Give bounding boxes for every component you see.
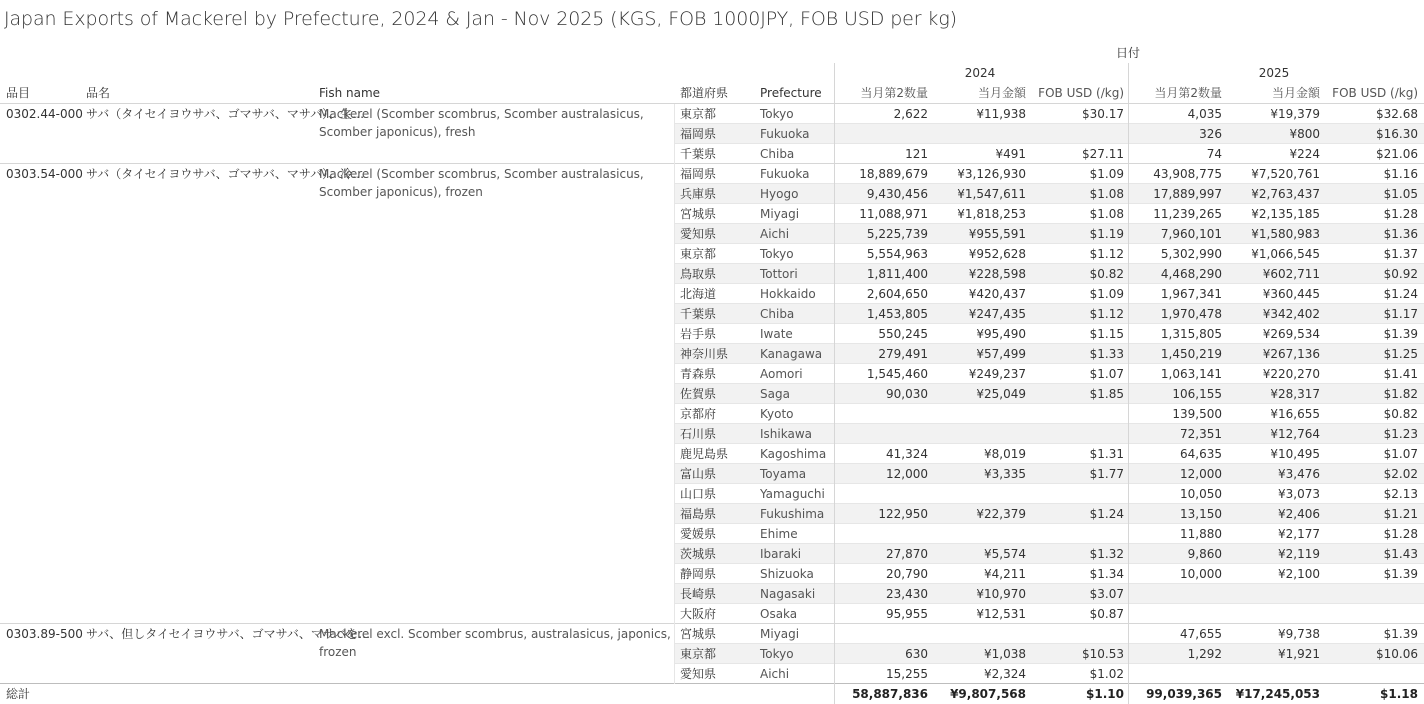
prefecture-cell: Aichi	[760, 667, 790, 681]
a24-cell: ¥22,379	[976, 507, 1026, 521]
f25-cell: $0.82	[1383, 407, 1418, 421]
a24-cell: ¥3,335	[984, 467, 1026, 481]
group-code: 0303.89-500	[6, 627, 83, 641]
f24-cell: $1.02	[1089, 667, 1124, 681]
q24-cell: 9,430,456	[866, 187, 928, 201]
todofuken-cell: 鹿児島県	[680, 447, 729, 461]
a24-cell: ¥95,490	[976, 327, 1026, 341]
group-name: サバ（タイセイヨウサバ、ゴマサバ、マサバ）、冷…	[86, 167, 365, 181]
q25-cell: 139,500	[1172, 407, 1222, 421]
f25-cell: $1.16	[1383, 167, 1418, 181]
q24-cell: 630	[905, 647, 928, 661]
todofuken-cell: 長崎県	[680, 587, 717, 601]
a24-cell: ¥228,598	[968, 267, 1026, 281]
header-prefecture: Prefecture	[760, 86, 822, 100]
todofuken-cell: 福岡県	[680, 167, 717, 181]
a25-cell: ¥360,445	[1262, 287, 1320, 301]
f24-cell: $1.08	[1089, 187, 1124, 201]
todofuken-cell: 東京都	[680, 647, 717, 661]
q25-cell: 4,035	[1187, 107, 1222, 121]
q25-cell: 17,889,997	[1153, 187, 1222, 201]
todofuken-cell: 福島県	[680, 507, 717, 521]
todofuken-cell: 北海道	[680, 287, 717, 301]
f25-cell: $1.07	[1383, 447, 1418, 461]
group-fish-name: Mackerel (Scomber scombrus, Scomber australasicus, Scomber japonicus), fresh	[319, 107, 644, 139]
f25-cell	[1308, 584, 1418, 604]
header-hinmoku: 品目	[6, 86, 31, 100]
a25-cell: ¥220,270	[1262, 367, 1320, 381]
q24-cell: 122,950	[878, 507, 928, 521]
header-todofuken: 都道府県	[680, 86, 729, 100]
q25-cell: 1,450,219	[1160, 347, 1222, 361]
f25-cell: $1.39	[1383, 627, 1418, 641]
a25-cell: ¥2,100	[1278, 567, 1320, 581]
q25-cell: 1,315,805	[1160, 327, 1222, 341]
f24-cell: $1.24	[1089, 507, 1124, 521]
total-a25: ¥17,245,053	[1235, 687, 1320, 701]
todofuken-cell: 宮城県	[680, 207, 717, 221]
prefecture-cell: Kyoto	[760, 407, 794, 421]
total-a24: ¥9,807,568	[950, 687, 1026, 701]
a24-cell	[916, 624, 1026, 644]
total-f24: $1.10	[1086, 687, 1124, 701]
header-hinmei: 品名	[86, 86, 111, 100]
todofuken-cell: 大阪府	[680, 607, 717, 621]
todofuken-cell: 静岡県	[680, 567, 717, 581]
a24-cell: ¥249,237	[968, 367, 1026, 381]
q24-cell: 2,604,650	[866, 287, 928, 301]
f25-cell: $21.06	[1376, 147, 1418, 161]
f24-cell: $10.53	[1082, 647, 1124, 661]
f25-cell: $1.25	[1383, 347, 1418, 361]
q25-cell: 74	[1206, 147, 1222, 161]
prefecture-cell: Iwate	[760, 327, 793, 341]
f24-cell: $1.34	[1089, 567, 1124, 581]
todofuken-cell: 佐賀県	[680, 387, 717, 401]
a25-cell: ¥1,921	[1278, 647, 1320, 661]
a25-cell: ¥1,580,983	[1251, 227, 1320, 241]
q25-cell: 1,292	[1187, 647, 1222, 661]
prefecture-cell: Miyagi	[760, 207, 800, 221]
q24-cell: 1,453,805	[866, 307, 928, 321]
group-divider	[0, 623, 1424, 624]
f24-cell: $1.32	[1089, 547, 1124, 561]
f25-cell: $0.92	[1383, 267, 1418, 281]
f24-cell: $1.31	[1089, 447, 1124, 461]
f25-cell: $1.82	[1383, 387, 1418, 401]
prefecture-cell: Osaka	[760, 607, 798, 621]
q24-cell: 1,545,460	[866, 367, 928, 381]
prefecture-cell: Toyama	[760, 467, 807, 481]
a25-cell: ¥2,119	[1278, 547, 1320, 561]
header-divider	[0, 103, 1424, 104]
a24-cell: ¥3,126,930	[957, 167, 1026, 181]
q25-cell: 9,860	[1187, 547, 1222, 561]
total-label: 総計	[6, 687, 31, 701]
f25-cell: $1.17	[1383, 307, 1418, 321]
header-fish-name: Fish name	[319, 86, 381, 100]
total-f25: $1.18	[1380, 687, 1418, 701]
a24-cell: ¥1,038	[984, 647, 1026, 661]
a25-cell: ¥12,764	[1270, 427, 1320, 441]
q24-cell: 1,811,400	[866, 267, 928, 281]
todofuken-cell: 愛知県	[680, 667, 717, 681]
f25-cell: $1.23	[1383, 427, 1418, 441]
q25-cell: 43,908,775	[1153, 167, 1222, 181]
a24-cell: ¥491	[995, 147, 1026, 161]
f24-cell: $3.07	[1089, 587, 1124, 601]
f24-cell	[1014, 124, 1124, 144]
todofuken-cell: 兵庫県	[680, 187, 717, 201]
f25-cell: $32.68	[1376, 107, 1418, 121]
f25-cell: $1.24	[1383, 287, 1418, 301]
todofuken-cell: 山口県	[680, 487, 717, 501]
q24-cell: 12,000	[886, 467, 928, 481]
prefecture-cell: Saga	[760, 387, 790, 401]
f24-cell: $30.17	[1082, 107, 1124, 121]
todofuken-cell: 茨城県	[680, 547, 717, 561]
todofuken-cell: 青森県	[680, 367, 717, 381]
q25-cell: 1,970,478	[1160, 307, 1222, 321]
f25-cell: $1.41	[1383, 367, 1418, 381]
todofuken-cell: 石川県	[680, 427, 717, 441]
prefecture-cell: Aichi	[760, 227, 790, 241]
f24-cell	[1014, 524, 1124, 544]
a25-cell: ¥19,379	[1270, 107, 1320, 121]
prefecture-cell: Ishikawa	[760, 427, 812, 441]
a24-cell: ¥11,938	[976, 107, 1026, 121]
header-year-2025: 2025	[1258, 66, 1290, 80]
q24-cell: 90,030	[886, 387, 928, 401]
a24-cell	[916, 124, 1026, 144]
a24-cell: ¥1,818,253	[957, 207, 1026, 221]
group-name: サバ、但しタイセイヨウサバ、ゴマサバ、マサバを…	[86, 627, 371, 641]
header-f25: FOB USD (/kg)	[1332, 86, 1418, 100]
q25-cell: 7,960,101	[1160, 227, 1222, 241]
f24-cell: $0.82	[1089, 267, 1124, 281]
prefecture-cell: Tokyo	[760, 647, 794, 661]
f25-cell: $1.36	[1383, 227, 1418, 241]
prefecture-cell: Tottori	[760, 267, 798, 281]
a24-cell: ¥25,049	[976, 387, 1026, 401]
a24-cell: ¥955,591	[968, 227, 1026, 241]
q25-cell: 47,655	[1180, 627, 1222, 641]
f25-cell: $1.39	[1383, 567, 1418, 581]
a24-cell: ¥8,019	[984, 447, 1026, 461]
total-q25: 99,039,365	[1146, 687, 1222, 701]
f25-cell: $1.28	[1383, 207, 1418, 221]
q25-cell: 13,150	[1180, 507, 1222, 521]
prefecture-cell: Chiba	[760, 147, 795, 161]
q24-cell: 18,889,679	[859, 167, 928, 181]
q25-cell: 10,050	[1180, 487, 1222, 501]
q25-cell: 11,880	[1180, 527, 1222, 541]
a25-cell	[1210, 664, 1320, 684]
q25-cell: 5,302,990	[1160, 247, 1222, 261]
q24-cell: 121	[905, 147, 928, 161]
f24-cell	[1014, 424, 1124, 444]
f24-cell: $1.19	[1089, 227, 1124, 241]
f24-cell: $1.12	[1089, 247, 1124, 261]
f25-cell: $1.05	[1383, 187, 1418, 201]
f25-cell: $10.06	[1376, 647, 1418, 661]
f24-cell	[1014, 404, 1124, 424]
todofuken-cell: 東京都	[680, 107, 717, 121]
prefecture-cell: Kanagawa	[760, 347, 823, 361]
a24-cell: ¥2,324	[984, 667, 1026, 681]
todofuken-cell: 京都府	[680, 407, 717, 421]
f25-cell: $1.28	[1383, 527, 1418, 541]
q25-cell: 326	[1199, 127, 1222, 141]
prefecture-cell: Yamaguchi	[760, 487, 825, 501]
a25-cell: ¥28,317	[1270, 387, 1320, 401]
q24-cell: 2,622	[893, 107, 928, 121]
todofuken-cell: 岩手県	[680, 327, 717, 341]
q25-cell: 1,063,141	[1160, 367, 1222, 381]
f25-cell: $1.21	[1383, 507, 1418, 521]
f25-cell	[1308, 664, 1418, 684]
f25-cell: $16.30	[1376, 127, 1418, 141]
header-date: 日付	[1115, 46, 1140, 60]
a24-cell	[916, 404, 1026, 424]
a25-cell: ¥342,402	[1262, 307, 1320, 321]
group-code: 0302.44-000	[6, 107, 83, 121]
col-divider-2025	[1128, 63, 1129, 704]
q25-cell: 72,351	[1180, 427, 1222, 441]
a24-cell	[916, 424, 1026, 444]
f24-cell: $0.87	[1089, 607, 1124, 621]
prefecture-cell: Hyogo	[760, 187, 799, 201]
f24-cell: $1.12	[1089, 307, 1124, 321]
prefecture-cell: Miyagi	[760, 627, 800, 641]
a25-cell	[1210, 604, 1320, 624]
todofuken-cell: 富山県	[680, 467, 717, 481]
a24-cell	[916, 524, 1026, 544]
todofuken-cell: 神奈川県	[680, 347, 729, 361]
f25-cell: $1.39	[1383, 327, 1418, 341]
f24-cell: $1.77	[1089, 467, 1124, 481]
a25-cell: ¥224	[1289, 147, 1320, 161]
prefecture-cell: Fukushima	[760, 507, 825, 521]
q25-cell: 4,468,290	[1160, 267, 1222, 281]
prefecture-cell: Chiba	[760, 307, 795, 321]
q24-cell: 11,088,971	[859, 207, 928, 221]
a25-cell: ¥2,177	[1278, 527, 1320, 541]
todofuken-cell: 東京都	[680, 247, 717, 261]
header-a25: 当月金額	[1271, 86, 1320, 100]
group-fish-name: Mackerel (Scomber scombrus, Scomber australasicus, Scomber japonicus), frozen	[319, 167, 644, 199]
todofuken-cell: 愛媛県	[680, 527, 717, 541]
f24-cell: $27.11	[1082, 147, 1124, 161]
prefecture-cell: Tokyo	[760, 247, 794, 261]
group-code: 0303.54-000	[6, 167, 83, 181]
a24-cell: ¥5,574	[984, 547, 1026, 561]
a24-cell: ¥247,435	[968, 307, 1026, 321]
total-q24: 58,887,836	[852, 687, 928, 701]
a24-cell	[916, 484, 1026, 504]
q24-cell: 27,870	[886, 547, 928, 561]
f24-cell: $1.09	[1089, 167, 1124, 181]
todofuken-cell: 宮城県	[680, 627, 717, 641]
q25-cell: 106,155	[1172, 387, 1222, 401]
q24-cell: 20,790	[886, 567, 928, 581]
a25-cell: ¥602,711	[1262, 267, 1320, 281]
q24-cell: 550,245	[878, 327, 928, 341]
a24-cell: ¥1,547,611	[957, 187, 1026, 201]
group-fish-name: Mackerel excl. Scomber scombrus, australasicus, japonics, frozen	[319, 627, 671, 659]
a25-cell: ¥3,476	[1278, 467, 1320, 481]
prefecture-cell: Ehime	[760, 527, 798, 541]
a25-cell: ¥7,520,761	[1251, 167, 1320, 181]
a25-cell: ¥800	[1289, 127, 1320, 141]
a24-cell: ¥12,531	[976, 607, 1026, 621]
f25-cell: $1.37	[1383, 247, 1418, 261]
q25-cell: 64,635	[1180, 447, 1222, 461]
prefecture-cell: Hokkaido	[760, 287, 816, 301]
q25-cell: 11,239,265	[1153, 207, 1222, 221]
f24-cell: $1.08	[1089, 207, 1124, 221]
f24-cell: $1.07	[1089, 367, 1124, 381]
q25-cell: 1,967,341	[1160, 287, 1222, 301]
q24-cell: 23,430	[886, 587, 928, 601]
q24-cell: 41,324	[886, 447, 928, 461]
page-title: Japan Exports of Mackerel by Prefecture, 2024 & Jan - Nov 2025 (KGS, FOB 1000JPY, FOB USD per kg)	[4, 8, 957, 30]
a24-cell: ¥952,628	[968, 247, 1026, 261]
f25-cell	[1308, 604, 1418, 624]
prefecture-cell: Kagoshima	[760, 447, 827, 461]
a25-cell: ¥9,738	[1278, 627, 1320, 641]
f24-cell: $1.85	[1089, 387, 1124, 401]
q24-cell: 5,225,739	[866, 227, 928, 241]
a24-cell: ¥57,499	[976, 347, 1026, 361]
f24-cell	[1014, 484, 1124, 504]
q25-cell: 10,000	[1180, 567, 1222, 581]
a25-cell: ¥2,406	[1278, 507, 1320, 521]
prefecture-cell: Fukuoka	[760, 127, 810, 141]
todofuken-cell: 福岡県	[680, 127, 717, 141]
a24-cell: ¥4,211	[984, 567, 1026, 581]
a25-cell: ¥16,655	[1270, 407, 1320, 421]
todofuken-cell: 千葉県	[680, 307, 717, 321]
a25-cell: ¥10,495	[1270, 447, 1320, 461]
header-f24: FOB USD (/kg)	[1038, 86, 1124, 100]
a25-cell: ¥2,763,437	[1251, 187, 1320, 201]
header-a24: 当月金額	[977, 86, 1026, 100]
a25-cell	[1210, 584, 1320, 604]
a24-cell: ¥420,437	[968, 287, 1026, 301]
col-divider-pref	[674, 104, 675, 684]
todofuken-cell: 鳥取県	[680, 267, 717, 281]
todofuken-cell: 愛知県	[680, 227, 717, 241]
a24-cell: ¥10,970	[976, 587, 1026, 601]
prefecture-cell: Tokyo	[760, 107, 794, 121]
f24-cell: $1.09	[1089, 287, 1124, 301]
a25-cell: ¥269,534	[1262, 327, 1320, 341]
f25-cell: $2.13	[1383, 487, 1418, 501]
f24-cell	[1014, 624, 1124, 644]
f25-cell: $1.43	[1383, 547, 1418, 561]
prefecture-cell: Fukuoka	[760, 167, 810, 181]
q24-cell: 5,554,963	[866, 247, 928, 261]
a25-cell: ¥2,135,185	[1251, 207, 1320, 221]
prefecture-cell: Aomori	[760, 367, 803, 381]
f25-cell: $2.02	[1383, 467, 1418, 481]
prefecture-cell: Nagasaki	[760, 587, 816, 601]
header-q24: 当月第2数量	[860, 86, 928, 100]
prefecture-cell: Ibaraki	[760, 547, 802, 561]
q24-cell: 95,955	[886, 607, 928, 621]
group-divider	[0, 163, 1424, 164]
prefecture-cell: Shizuoka	[760, 567, 814, 581]
a25-cell: ¥267,136	[1262, 347, 1320, 361]
q24-cell: 15,255	[886, 667, 928, 681]
group-name: サバ（タイセイヨウサバ、ゴマサバ、マサバ）、生…	[86, 107, 365, 121]
header-year-2024: 2024	[964, 66, 996, 80]
col-divider-2024	[834, 63, 835, 704]
q24-cell: 279,491	[878, 347, 928, 361]
a25-cell: ¥1,066,545	[1251, 247, 1320, 261]
f24-cell: $1.33	[1089, 347, 1124, 361]
q25-cell: 12,000	[1180, 467, 1222, 481]
header-q25: 当月第2数量	[1154, 86, 1222, 100]
f24-cell: $1.15	[1089, 327, 1124, 341]
todofuken-cell: 千葉県	[680, 147, 717, 161]
a25-cell: ¥3,073	[1278, 487, 1320, 501]
